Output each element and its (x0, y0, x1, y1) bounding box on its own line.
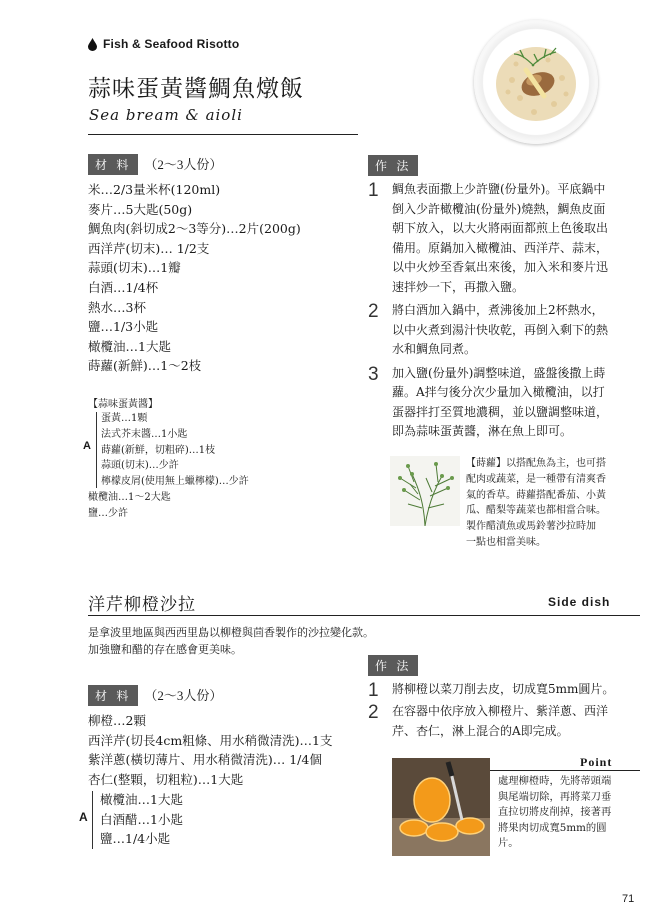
ingredients2-label: 材 料 (88, 685, 138, 706)
step-text-line: 將白酒加入鍋中，煮沸後加上2杯熱水， (392, 303, 604, 317)
step-text-line: 在容器中依序放入柳橙片、紫洋蔥、西洋 (392, 704, 609, 718)
risotto-photo (474, 20, 598, 144)
ingredient-item: 紫洋蔥(橫切薄片、用水稍微清洗)… 1/4個 (88, 752, 322, 768)
servings2-text: （2〜3人份） (144, 688, 223, 703)
orange-photo (392, 758, 490, 856)
orange-illustration (392, 758, 490, 856)
dill-note-line: 一點也相當美味。 (466, 536, 546, 548)
ingredient-item: 麥片…5大匙(50g) (88, 201, 193, 217)
recipe1-subtitle: Sea bream & aioli (89, 106, 243, 124)
drop-bullet-icon (88, 38, 97, 51)
section-header (88, 37, 239, 51)
step-text-line: 芹、杏仁，淋上混合的A即完成。 (392, 723, 569, 738)
dill-note-line: 瓜、醋梨等蔬菜也都相當合味。 (466, 505, 606, 517)
step-text-line: 即為蒜味蛋黃醬，淋在魚上即可。 (392, 424, 573, 438)
group-item: 白酒醋…1小匙 (100, 811, 183, 827)
method-label: 作 法 (368, 155, 418, 176)
step-number: 1 (368, 680, 379, 701)
group-item: 鹽…1/4小匙 (100, 831, 171, 847)
recipe2-tag: Side dish (548, 595, 611, 609)
point-line: 將果肉切成寬5mm的圓 (498, 821, 607, 834)
aioli-extra-list (88, 490, 171, 522)
method-step (368, 680, 640, 702)
dill-note-line: 氣的香草。蒔蘿搭配番茄、小黃 (466, 489, 606, 501)
method-step (368, 702, 640, 741)
step-text-line: 以中火炒至香氣出來後，加入米和麥片迅 (392, 260, 609, 274)
step-number: 3 (368, 363, 379, 385)
aioli-item: 檸檬皮屑(使用無上蠟檸檬)…少許 (101, 476, 249, 488)
point-label: Point (580, 755, 613, 769)
dill-photo (390, 456, 460, 526)
recipe2-group-label: A (79, 810, 88, 824)
method2-steps (368, 680, 640, 741)
aioli-group-list (101, 411, 249, 490)
aioli-item: 鹽…少許 (88, 507, 128, 519)
dill-note-line: 【蒔蘿】以搭配魚為主，也可搭 (466, 458, 606, 469)
ingredient-item: 柳橙…2顆 (88, 713, 146, 728)
ingredients-heading (88, 154, 222, 175)
ingredient-item: 蒔蘿(新鮮)…1〜2枝 (88, 358, 202, 374)
aioli-item: 法式芥末醬…1小匙 (101, 428, 188, 440)
ingredient-item: 熱水…3杯 (88, 299, 146, 315)
point-line: 片。 (498, 837, 519, 850)
ingredient-item: 橄欖油…1大匙 (88, 338, 171, 354)
aioli-item: 蒜頭(切末)…少許 (101, 460, 179, 472)
recipe2-intro (88, 624, 374, 658)
step-text-line: 速拌炒一下，再撒入鹽。 (392, 279, 525, 294)
ingredient-item: 白酒…1/4杯 (88, 279, 159, 295)
aioli-item: 蒔蘿(新鮮，切粗碎)…1枝 (101, 444, 216, 456)
step-text-line: 將柳橙以菜刀削去皮，切成寬5mm圓片。 (392, 682, 615, 696)
aioli-item: 蛋黃…1顆 (101, 413, 148, 424)
ingredients2-heading (88, 685, 222, 706)
group-item: 橄欖油…1大匙 (100, 792, 183, 807)
point-line: 處理柳橙時，先將蒂頭端 (498, 775, 612, 787)
step-text-line: 加入鹽(份量外)調整味道，盛盤後撒上蒔 (392, 365, 606, 380)
method2-label: 作 法 (368, 655, 418, 676)
ingredients-label: 材 料 (88, 154, 138, 175)
page-number: 71 (622, 893, 635, 905)
dill-illustration (390, 456, 460, 526)
step-number: 2 (368, 702, 379, 723)
dill-note (466, 456, 606, 551)
risotto-illustration (474, 20, 598, 144)
ingredient-item: 西洋芹(切末)… 1/2支 (88, 240, 210, 256)
dill-note-line: 配肉或蔬菜，是一種帶有清爽香 (466, 473, 606, 485)
aioli-group-label: A (83, 440, 91, 452)
ingredient-list (88, 180, 301, 376)
dill-note-line: 製作醋漬魚或馬鈴薯沙拉時加 (466, 521, 596, 533)
servings-text: （2〜3人份） (144, 157, 223, 172)
step-number: 2 (368, 301, 379, 322)
point-line: 直拉切將皮削掉，接著再 (498, 806, 612, 819)
step-text-line: 備用。原鍋加入橄欖油、西洋芹、蒜末， (392, 240, 609, 255)
aioli-title: 【蒜味蛋黃醬】 (88, 399, 158, 410)
recipe2-group-bracket (92, 791, 93, 849)
recipe2-group-list (100, 790, 183, 849)
step-text-line: 蘿。A拌勻後分次少量加入橄欖油，以打 (392, 385, 605, 399)
aioli-group-bracket (96, 412, 97, 488)
step-text-line: 鯛魚表面撒上少許鹽(份量外)。平底鍋中 (392, 182, 606, 196)
recipe1-title: 蒜味蛋黃醬鯛魚燉飯 (88, 76, 304, 102)
recipe2-title: 洋芹柳橙沙拉 (88, 595, 196, 615)
method-step (368, 364, 640, 442)
step-number: 1 (368, 180, 379, 201)
ingredient-item: 杏仁(整顆，切粗粒)…1大匙 (88, 771, 244, 787)
section-title: Fish & Seafood Risotto (103, 37, 240, 51)
method-step (368, 301, 640, 360)
ingredient-item: 鹽…1/3小匙 (88, 319, 159, 335)
point-text (498, 774, 611, 852)
title-underline (88, 134, 358, 135)
ingredient-item: 蒜頭(切末)…1瓣 (88, 260, 181, 276)
step-text-line: 以中火煮到湯汁快收乾，再倒入剩下的熱 (392, 322, 609, 337)
intro-line: 是拿波里地區與西西里島以柳橙與茴香製作的沙拉變化款。 (88, 626, 374, 639)
step-text-line: 倒入少許橄欖油(份量外)燒熱，鯛魚皮面 (392, 201, 606, 216)
ingredient2-list (88, 711, 333, 789)
method2-heading (368, 655, 418, 676)
step-text-line: 水和鯛魚同煮。 (392, 342, 477, 356)
method-step (368, 180, 640, 297)
step-text-line: 蛋器拌打至質地濃稠，並以鹽調整味道， (392, 404, 609, 419)
point-line: 與尾端切除，再將菜刀垂 (498, 790, 612, 803)
ingredient-item: 西洋芹(切長4cm粗條、用水稍微清洗)…1支 (88, 732, 333, 748)
step-text-line: 朝下放入，以大火將兩面都煎上色後取出 (392, 221, 609, 235)
recipe2-rule (88, 615, 640, 616)
method-steps (368, 180, 640, 442)
aioli-item: 橄欖油…1〜2大匙 (88, 492, 171, 503)
method-heading (368, 155, 418, 176)
ingredient-item: 米…2/3量米杯(120ml) (88, 182, 221, 197)
ingredient-item: 鯛魚肉(斜切成2〜3等分)…2片(200g) (88, 221, 301, 237)
intro-line: 加強鹽和醋的存在感會更美味。 (88, 643, 242, 656)
